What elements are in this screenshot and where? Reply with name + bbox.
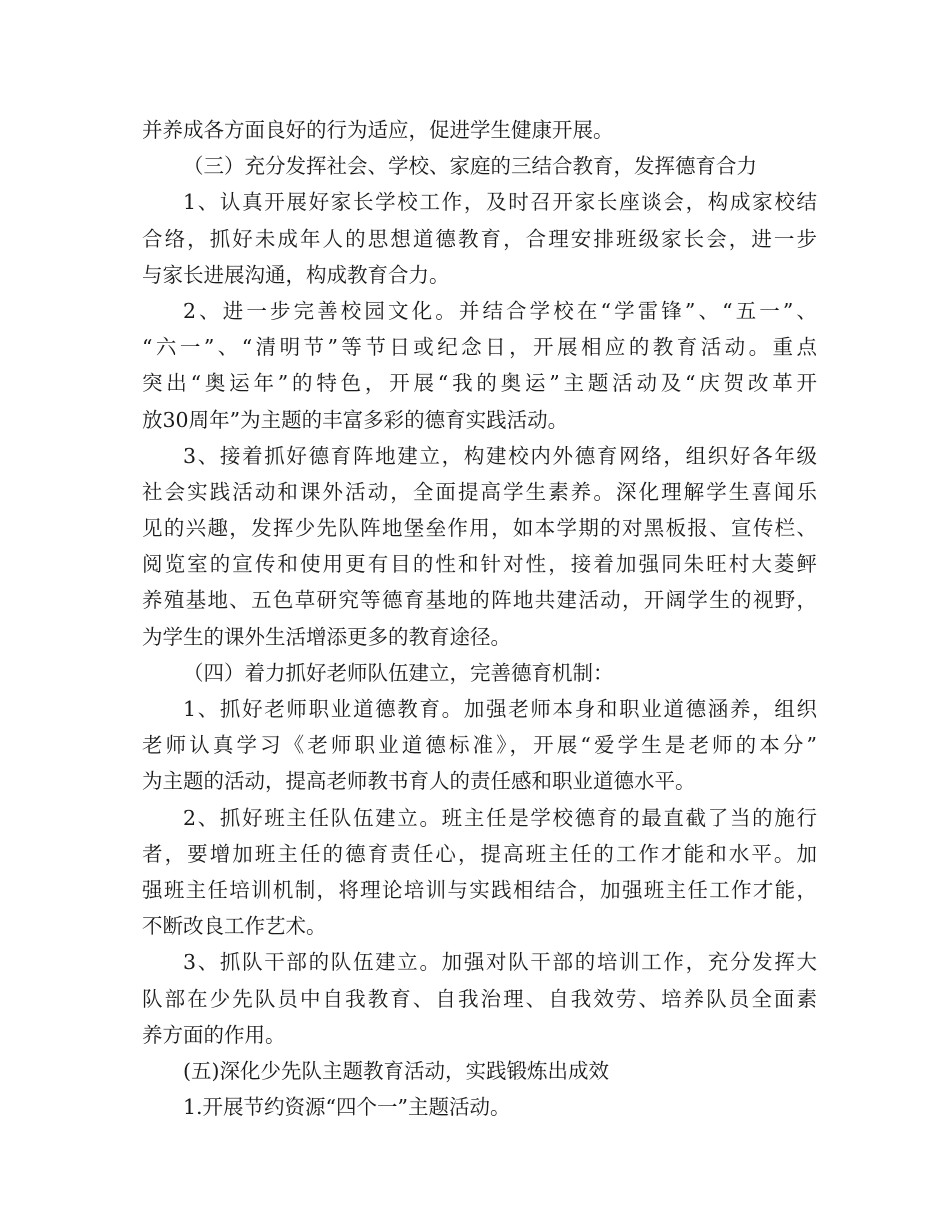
text-line: 养殖基地、五色草研究等德育基地的阵地共建活动，开阔学生的视野， [142,588,817,613]
text-line: 1、抓好老师职业道德教育。加强老师本身和职业道德涵养，组织 [183,697,817,721]
text-line: 放30周年”为主题的丰富多彩的德育实践活动。 [142,407,569,432]
text-line: 1.开展节约资源“四个一”主题活动。 [183,1095,511,1120]
text-line: 2、抓好班主任队伍建立。班主任是学校德育的最直截了当的施行 [183,805,817,830]
text-line: 队部在少先队员中自我教育、自我治理、自我效劳、培养队员全面素 [142,986,817,1011]
text-line: 与家长进展沟通，构成教育合力。 [142,262,450,287]
text-line: 阅览室的宣传和使用更有目的性和针对性，接着加强同朱旺村大菱鲆 [142,552,817,577]
text-line: 见的兴趣，发挥少先队阵地堡垒作用，如本学期的对黑板报、宣传栏、 [142,516,817,541]
text-line: 为主题的活动，提高老师教书育人的责任感和职业道德水平。 [142,769,696,794]
text-line: 3、接着抓好德育阵地建立，构建校内外德育网络，组织好各年级 [183,443,817,468]
text-line: 合络，抓好未成年人的思想道德教育，合理安排班级家长会，进一步 [142,226,817,251]
text-line: 不断改良工作艺术。 [142,914,327,939]
text-line: 社会实践活动和课外活动，全面提高学生素养。深化理解学生喜闻乐 [142,479,817,504]
document-body [142,112,817,1125]
text-line: 老师认真学习《老师职业道德标准》，开展“爱学生是老师的本分” [142,733,817,758]
text-line: 养方面的作用。 [142,1022,286,1047]
text-line: （三）充分发挥社会、学校、家庭的三结合教育，发挥德育合力 [183,154,757,179]
text-line: 2、进一步完善校园文化。并结合学校在“学雷锋”、“五一”、 [183,298,817,323]
text-line: 突出“奥运年”的特色，开展“我的奥运”主题活动及“庆贺改革开 [142,371,817,396]
text-line: 3、抓队干部的队伍建立。加强对队干部的培训工作，充分发挥大 [183,950,817,975]
text-line: 者，要增加班主任的德育责任心，提高班主任的工作才能和水平。加 [142,841,817,866]
text-line: 1、认真开展好家长学校工作，及时召开家长座谈会，构成家校结 [183,190,817,215]
text-line: 强班主任培训机制，将理论培训与实践相结合，加强班主任工作才能， [142,877,817,902]
text-line: 并养成各方面良好的行为适应，促进学生健康开展。 [142,118,614,142]
text-line: （四）着力抓好老师队伍建立，完善德育机制： [183,660,614,685]
text-line: (五)深化少先队主题教育活动，实践锻炼出成效 [183,1058,609,1083]
text-line: 为学生的课外生活增添更多的教育途径。 [142,624,511,649]
text-line: “六一”、“清明节”等节日或纪念日，开展相应的教育活动。重点 [142,335,817,360]
